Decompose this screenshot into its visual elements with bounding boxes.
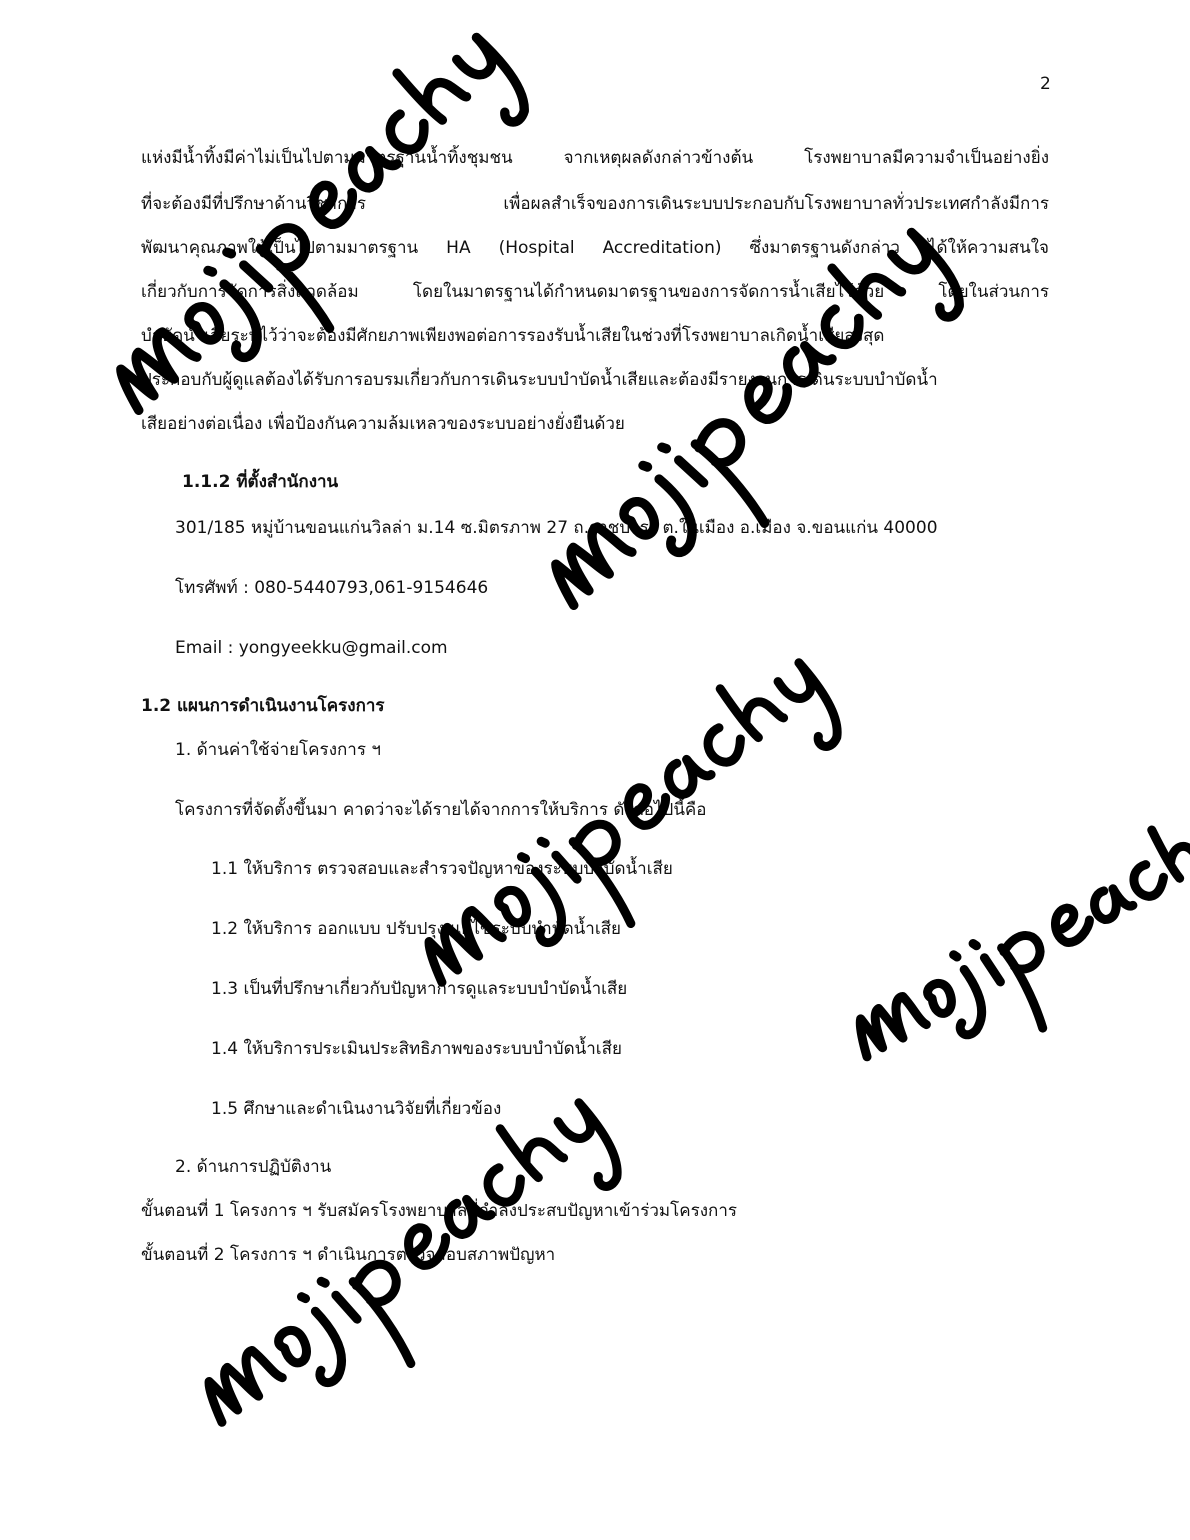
service-item: 1.3 เป็นที่ปรึกษาเกี่ยวกับปัญหาการดูแลระบบบำบัดน้ำเสีย (211, 979, 628, 999)
page-number: 2 (1040, 74, 1051, 94)
office-heading: 1.1.2 ที่ตั้งสำนักงาน (182, 472, 339, 492)
cost-title: 1. ด้านค่าใช้จ่ายโครงการ ฯ (175, 740, 381, 760)
watermark-4 (840, 795, 1190, 1112)
service-item: 1.5 ศึกษาและดำเนินงานวิจัยที่เกี่ยวข้อง (211, 1099, 502, 1119)
paragraph-line: เกี่ยวกับการจัดการสิ่งแวดล้อม โดยในมาตรฐานได้กำหนดมาตรฐานของการจัดการน้ำเสียไว้ด้วย โดยในส่วนการ (141, 282, 1049, 302)
service-item: 1.4 ให้บริการประเมินประสิทธิภาพของระบบบำบัดน้ำเสีย (211, 1039, 622, 1059)
plan-heading: 1.2 แผนการดำเนินงานโครงการ (141, 696, 385, 716)
office-phone: โทรศัพท์ : 080-5440793,061-9154646 (175, 578, 489, 598)
watermark-5 (185, 1080, 642, 1477)
paragraph-line: ประกอบกับผู้ดูแลต้องได้รับการอบรมเกี่ยวกับการเดินระบบบำบัดน้ำเสียและต้องมีรายงานการเดินระบบบำบัดน้ำ (141, 370, 938, 390)
step-item: ขั้นตอนที่ 2 โครงการ ฯ ดำเนินการตรวจสอบสภาพปัญหา (141, 1245, 556, 1265)
paragraph-line: เสียอย่างต่อเนื่อง เพื่อป้องกันความล้มเหลวของระบบอย่างยั่งยืนด้วย (141, 414, 625, 434)
operation-title: 2. ด้านการปฏิบัติงาน (175, 1157, 332, 1177)
office-email: Email : yongyeekku@gmail.com (175, 638, 448, 658)
step-item: ขั้นตอนที่ 1 โครงการ ฯ รับสมัครโรงพยาบาลที่กำลังประสบปัญหาเข้าร่วมโครงการ (141, 1201, 738, 1221)
cost-intro: โครงการที่จัดตั้งขึ้นมา คาดว่าจะได้รายได้จากการให้บริการ ดังต่อไปนี้คือ (175, 800, 707, 820)
paragraph-line: พัฒนาคุณภาพให้เป็นไปตามมาตรฐาน HA (Hospital Accreditation) ซึ่งมาตรฐานดังกล่าว ได้ให้ความสนใจ (141, 238, 1049, 258)
paragraph-line: แห่งมีน้ำทิ้งมีค่าไม่เป็นไปตามมาตรฐานน้ำทิ้งชุมชน จากเหตุผลดังกล่าวข้างต้น โรงพยาบาลมีความจำเป็นอย่างยิ่ง (141, 148, 1049, 168)
office-address: 301/185 หมู่บ้านขอนแก่นวิลล่า ม.14 ซ.มิตรภาพ 27 ถ.ราชบำรุง ต.ในเมือง อ.เมือง จ.ขอนแก่น 40000 (175, 518, 938, 538)
service-item: 1.1 ให้บริการ ตรวจสอบและสำรวจปัญหาของระบบบำบัดน้ำเสีย (211, 859, 673, 879)
service-item: 1.2 ให้บริการ ออกแบบ ปรับปรุง แก้ไขระบบบำบัดน้ำเสีย (211, 919, 621, 939)
paragraph-line: ที่จะต้องมีที่ปรึกษาด้านวิชาการ เพื่อผลสำเร็จของการเดินระบบประกอบกับโรงพยาบาลทั่วประเทศกำลังมีการ (141, 194, 1049, 214)
paragraph-line: บำบัดน้ำเสียระบุไว้ว่าจะต้องมีศักยภาพเพียงพอต่อการรองรับน้ำเสียในช่วงที่โรงพยาบาลเกิดน้ำเสียสูงสุด (141, 326, 885, 346)
